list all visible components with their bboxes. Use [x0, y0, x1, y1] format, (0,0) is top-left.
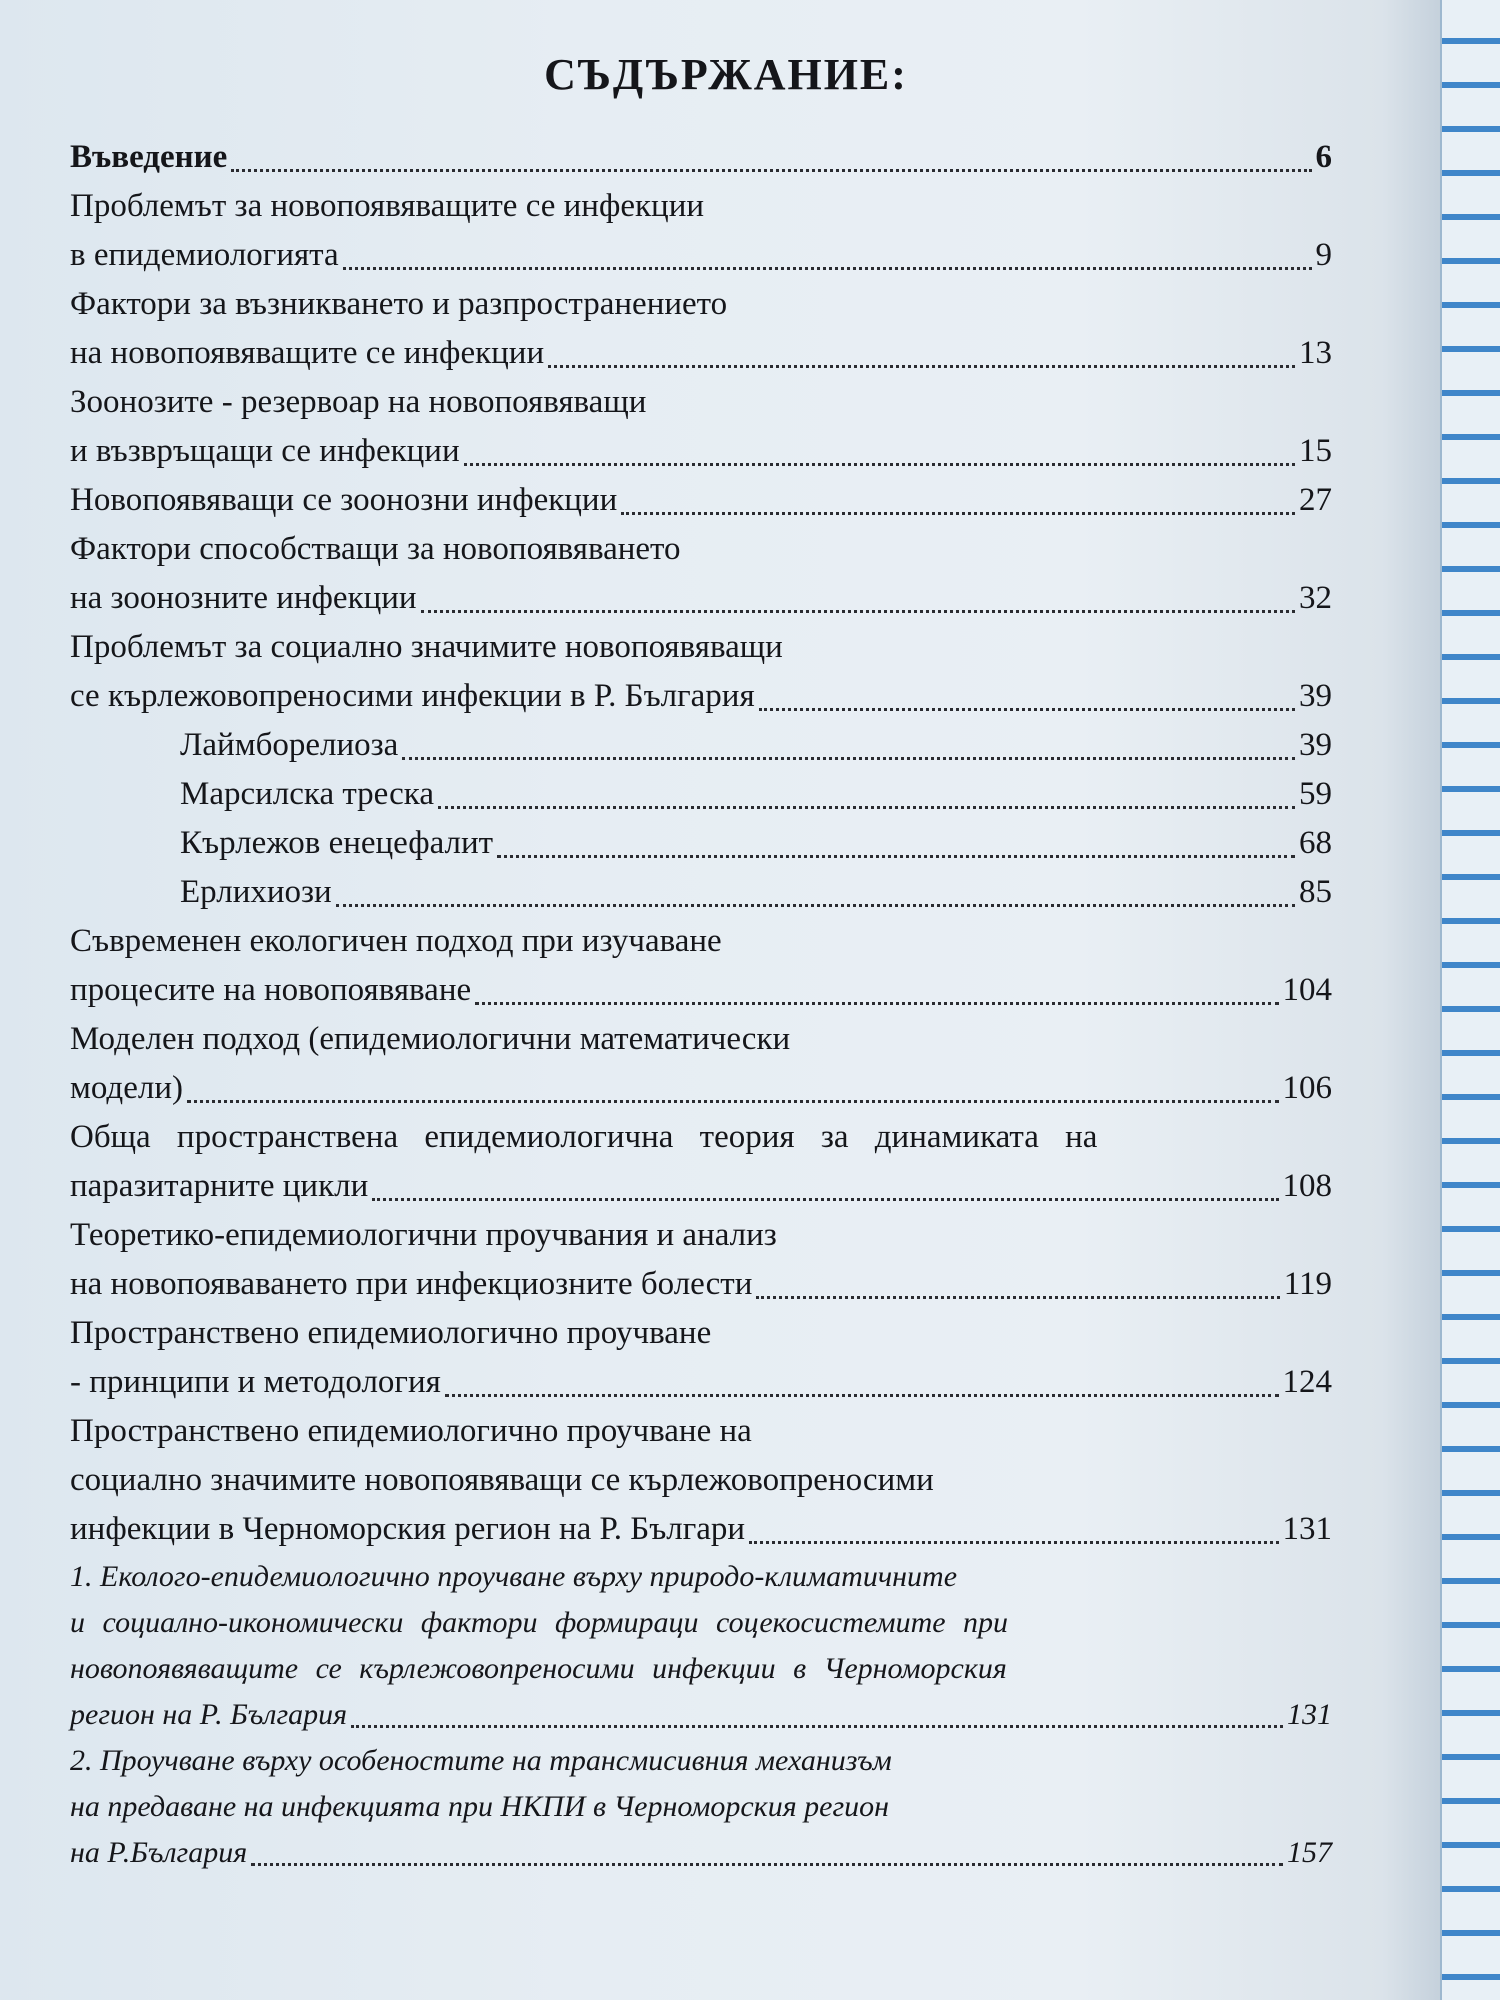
toc-page-number: 119 [1283, 1266, 1332, 1302]
table-of-contents [70, 45, 1332, 1876]
toc-entry-text: Зоонозите - резервоар на новопоявяващи [70, 384, 647, 420]
toc-page-number: 108 [1282, 1168, 1332, 1204]
toc-entry-text: Въведение [70, 139, 228, 175]
toc-entry-text: Кърлежов енецефалит [180, 825, 494, 861]
toc-entry-text: регион на Р. България [70, 1698, 348, 1731]
dot-leader [343, 267, 1312, 270]
toc-entry [70, 966, 1332, 1015]
toc-entry-text: - принципи и методология [70, 1364, 441, 1400]
toc-page-number: 15 [1299, 433, 1332, 469]
dot-leader [756, 1296, 1279, 1299]
toc-entry-text: 2. Проучване върху особеностите на трансмисивния механизъм [70, 1744, 892, 1777]
toc-entry-text: на новопоявяващите се инфекции [70, 335, 545, 371]
toc-entry [70, 133, 1332, 182]
toc-entry-text: Пространствено епидемиологично проучване на [70, 1413, 752, 1449]
toc-entry [70, 476, 1332, 525]
toc-entry-text: Ерлихиози [180, 874, 332, 910]
toc-entry-text: паразитарните цикли [70, 1168, 369, 1204]
toc-entry [70, 1692, 1332, 1738]
toc-entry [70, 1015, 1332, 1064]
dot-leader [497, 855, 1295, 858]
toc-entry [70, 1784, 1332, 1830]
dot-leader [187, 1100, 1279, 1103]
toc-subsections [70, 1554, 1332, 1876]
toc-entry-text: Пространствено епидемиологично проучване [70, 1315, 712, 1351]
toc-page-number: 104 [1282, 972, 1332, 1008]
toc-page-number: 13 [1299, 335, 1332, 371]
toc-entry-text: Теоретико-епидемиологични проучвания и анализ [70, 1217, 777, 1253]
toc-page-number: 32 [1299, 580, 1332, 616]
toc-entry-text: Обща пространствена епидемиологична теория за динамиката на [70, 1119, 1098, 1155]
toc-entry [70, 378, 1332, 427]
dot-leader [445, 1394, 1279, 1397]
toc-entry-text: и социално-икономически фактори формираци соцекосистемите при [70, 1606, 1009, 1639]
dot-leader [548, 365, 1295, 368]
toc-entry-text: Новопоявяващи се зоонозни инфекции [70, 482, 618, 518]
toc-entry-text: новопоявяващите се кърлежовопреносими инфекции в Черноморския [70, 1652, 1007, 1685]
toc-page-number: 59 [1299, 776, 1332, 812]
dot-leader [475, 1002, 1278, 1005]
toc-page-number: 131 [1287, 1698, 1332, 1731]
toc-entry [70, 1309, 1332, 1358]
dot-leader [372, 1198, 1278, 1201]
toc-entry [70, 182, 1332, 231]
toc-entry-text: се кърлежовопреносими инфекции в Р. България [70, 678, 755, 714]
toc-page-number: 39 [1299, 678, 1332, 714]
dot-leader [421, 610, 1295, 613]
toc-entry [70, 1407, 1332, 1456]
toc-entry [70, 1646, 1332, 1692]
toc-entry-text: социално значимите новопоявяващи се кърлежовопреносими [70, 1462, 934, 1498]
toc-entry [70, 280, 1332, 329]
toc-entry-text: на предаване на инфекцията при НКПИ в Черноморския регион [70, 1790, 890, 1823]
toc-entry [70, 1456, 1332, 1505]
toc-entry [70, 623, 1332, 672]
toc-entry-text: и възвръщащи се инфекции [70, 433, 460, 469]
toc-entry-text: на зоонозните инфекции [70, 580, 417, 616]
toc-entry [70, 1162, 1332, 1211]
toc-entry-text: Проблемът за новопоявяващите се инфекции [70, 188, 705, 224]
dot-leader [464, 463, 1295, 466]
toc-entry-text: Фактори способстващи за новопоявяването [70, 531, 681, 567]
toc-entry [70, 1211, 1332, 1260]
dot-leader [759, 708, 1295, 711]
dot-leader [251, 1863, 1283, 1866]
toc-page-number: 27 [1299, 482, 1332, 518]
toc-entry [70, 819, 1332, 868]
toc-entry [70, 427, 1332, 476]
toc-page-number: 131 [1282, 1511, 1332, 1547]
dot-leader [336, 904, 1295, 907]
toc-entry [70, 231, 1332, 280]
toc-entry [70, 1505, 1332, 1554]
toc-entry-text: в епидемиологията [70, 237, 339, 273]
dot-leader [402, 757, 1295, 760]
dot-leader [749, 1541, 1278, 1544]
toc-entry-text: Моделен подход (епидемиологични математически [70, 1021, 791, 1057]
page-title: СЪДЪРЖАНИЕ: [544, 50, 908, 99]
toc-entry-text: на Р.България [70, 1836, 248, 1869]
toc-entry [70, 1064, 1332, 1113]
toc-entry [70, 721, 1332, 770]
toc-page-number: 124 [1282, 1364, 1332, 1400]
toc-entry-text: Марсилска треска [180, 776, 434, 812]
toc-page-number: 68 [1299, 825, 1332, 861]
toc-entry [70, 1738, 1332, 1784]
toc-entry-text: Съвременен екологичен подход при изучаване [70, 923, 722, 959]
toc-entry [70, 1830, 1332, 1876]
toc-entry-text: 1. Еколого-епидемиологично проучване върху природо-климатичните [70, 1560, 958, 1593]
dot-leader [438, 806, 1295, 809]
toc-entry [70, 525, 1332, 574]
toc-page-number: 85 [1299, 874, 1332, 910]
toc-entry [70, 1358, 1332, 1407]
toc-entry-text: Лаймборелиоза [180, 727, 399, 763]
toc-entry [70, 1600, 1332, 1646]
toc-entry-text: модели) [70, 1070, 183, 1106]
toc-entry [70, 1554, 1332, 1600]
toc-entry [70, 672, 1332, 721]
toc-page-number: 106 [1282, 1070, 1332, 1106]
toc-page-number: 6 [1315, 139, 1332, 175]
toc-page-number: 9 [1315, 237, 1332, 273]
dot-leader [621, 512, 1295, 515]
toc-entry-text: на новопояваването при инфекциозните болести [70, 1266, 753, 1302]
notebook-edge [1440, 0, 1500, 2000]
toc-entry [70, 917, 1332, 966]
toc-entry [70, 1113, 1332, 1162]
toc-entry [70, 770, 1332, 819]
toc-entry [70, 1260, 1332, 1309]
toc-entry-text: процесите на новопоявяване [70, 972, 472, 1008]
toc-page-number: 39 [1299, 727, 1332, 763]
toc-list [70, 133, 1332, 1554]
toc-entry-text: инфекции в Черноморския регион на Р. Българи [70, 1511, 746, 1547]
toc-entry-text: Проблемът за социално значимите новопоявяващи [70, 629, 783, 665]
toc-entry [70, 329, 1332, 378]
dot-leader [351, 1725, 1283, 1728]
toc-entry-text: Фактори за възникването и разпространението [70, 286, 728, 322]
toc-entry [70, 574, 1332, 623]
dot-leader [231, 169, 1311, 172]
toc-page-number: 157 [1287, 1836, 1332, 1869]
toc-entry [70, 868, 1332, 917]
